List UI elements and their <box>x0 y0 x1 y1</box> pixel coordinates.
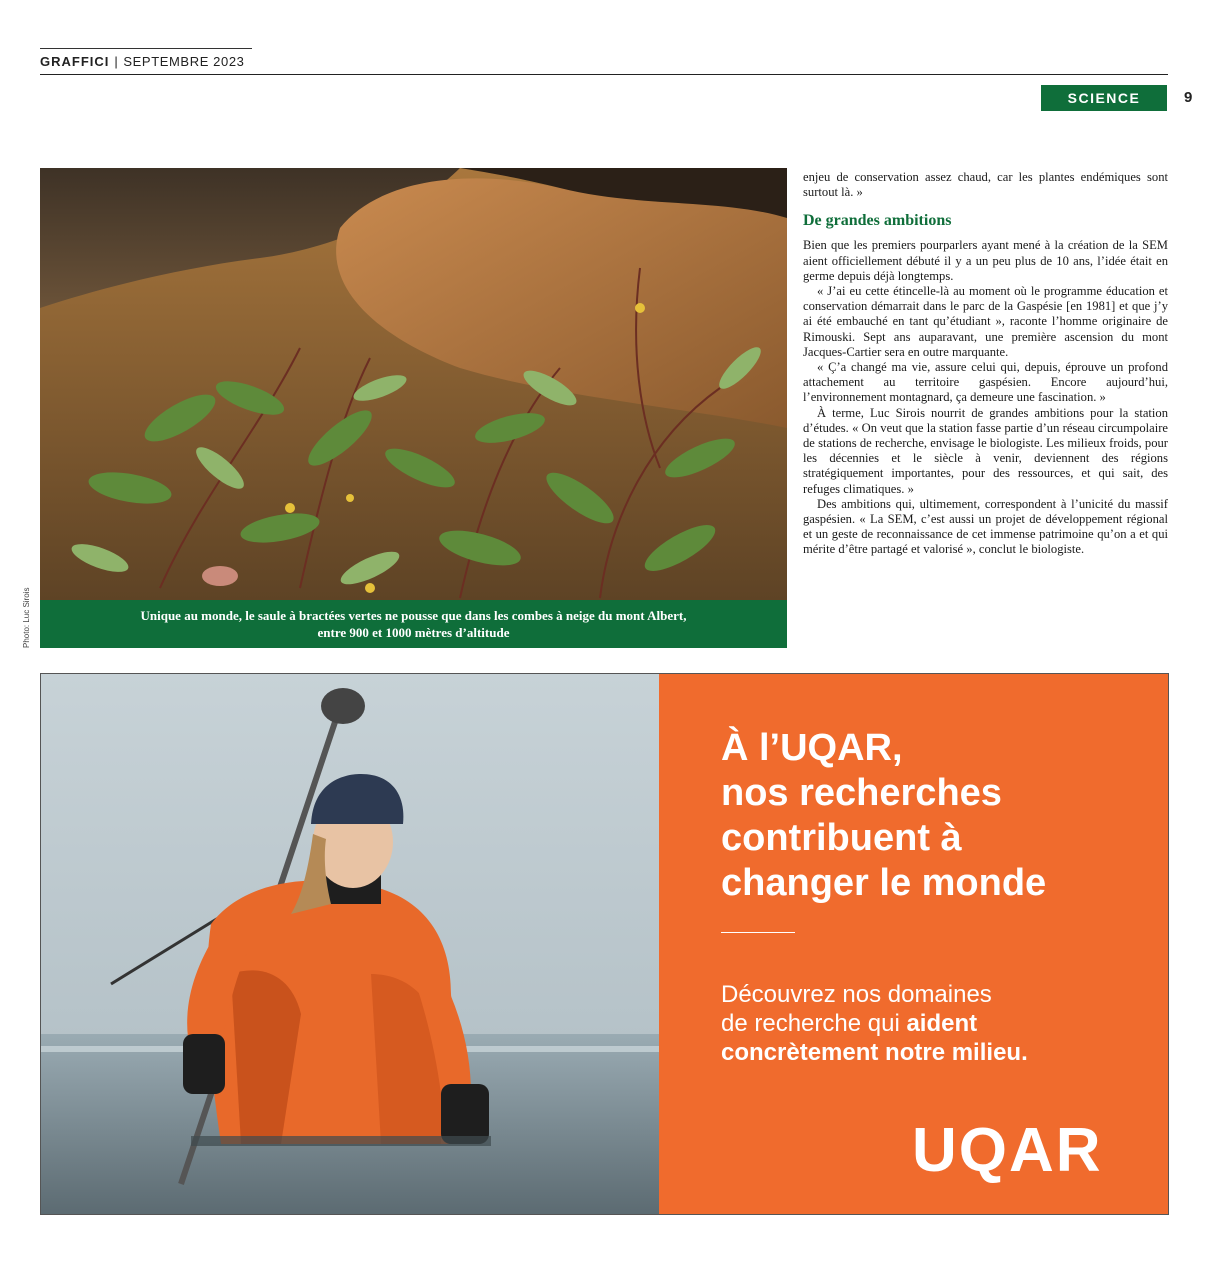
page-number: 9 <box>1184 89 1193 106</box>
researcher-illustration <box>41 674 659 1214</box>
ad-body <box>721 980 1141 1067</box>
issue-date: SEPTEMBRE 2023 <box>123 54 245 69</box>
photo-credit: Photo: Luc Sirois <box>22 587 31 648</box>
ad-headline-line: À l’UQAR, <box>721 727 903 769</box>
researcher-photo <box>41 674 659 1214</box>
ad-body-line-2 <box>721 1009 1141 1038</box>
uqar-advertisement <box>40 673 1169 1215</box>
caption-line-1: Unique au monde, le saule à bractées vertes ne pousse que dans les combes à neige du mont Albert, <box>140 608 687 623</box>
plant-photo-illustration <box>40 168 787 600</box>
caption-line-2: entre 900 et 1000 mètres d’altitude <box>317 625 510 640</box>
header-rule <box>40 74 1168 75</box>
ad-headline-line: nos recherches <box>721 772 1002 814</box>
ad-message-panel <box>659 674 1168 1214</box>
masthead <box>40 54 245 69</box>
uqar-logo: UQAR <box>912 1116 1103 1185</box>
article-paragraph: « J’ai eu cette étincelle-là au moment où le programme éducation et conservation démarrait dans le parc de la Gaspésie [en 1981] et que j’y ai été embauché en tant qu’étudiant », raconte l’homme originaire de Rimouski. Sept ans auparavant, une première ascension du mont Jacques-Cartier sera en outre marquante. <box>803 284 1168 359</box>
article-paragraph: Bien que les premiers pourparlers ayant mené à la création de la SEM aient officiellement débuté il y a un peu plus de 10 ans, l’idée était en germe depuis déjà longtemps. <box>803 238 1168 283</box>
photo-caption <box>40 600 787 648</box>
article-paragraph: Des ambitions qui, ultimement, correspondent à l’unicité du massif gaspésien. « La SEM, c’est aussi un projet de développement régional et un geste de reconnaissance de cet immense patrimoine qu’on a et qui mérite d’être partagé et valorisé », conclut le biologiste. <box>803 496 1168 557</box>
article-subheading: De grandes ambitions <box>803 212 952 230</box>
ad-body-line-3-bold: concrètement notre milieu. <box>721 1039 1028 1066</box>
section-tag: SCIENCE <box>1041 85 1167 111</box>
article-paragraph: « Ç’a changé ma vie, assure celui qui, depuis, éprouve un profond attachement au territoire gaspésien. Encore aujourd’hui, l’environnement montagnard, ça demeure une fascination. » <box>803 360 1168 405</box>
article-paragraph: À terme, Luc Sirois nourrit de grandes ambitions pour la station d’études. « On veut que la station fasse partie d’un réseau circumpolaire de stations de recherche, envisage le biologiste. Les milieux froids, pour les décennies et le siècle à venir, deviennent des régions stratégiquement importantes, pour des ressources, et qui sait, des refuges climatiques. » <box>803 405 1168 496</box>
ad-body-line-3 <box>721 1038 1141 1067</box>
ad-headline <box>721 726 1151 906</box>
ad-headline-line: contribuent à <box>721 817 962 859</box>
masthead-separator: | <box>114 54 119 69</box>
ad-body-line-1: Découvrez nos domaines <box>721 981 992 1008</box>
article-lead: enjeu de conservation assez chaud, car les plantes endémiques sont surtout là. » <box>803 170 1168 200</box>
plant-photo <box>40 168 787 648</box>
article-column <box>803 170 1168 558</box>
ad-headline-line: changer le monde <box>721 862 1047 904</box>
ad-divider <box>721 932 795 933</box>
top-rule <box>40 48 252 49</box>
publication-name: GRAFFICI <box>40 54 110 69</box>
ad-body-line-2-bold: aident <box>906 1010 978 1037</box>
ad-body-line-2-regular: de recherche qui <box>721 1010 907 1037</box>
